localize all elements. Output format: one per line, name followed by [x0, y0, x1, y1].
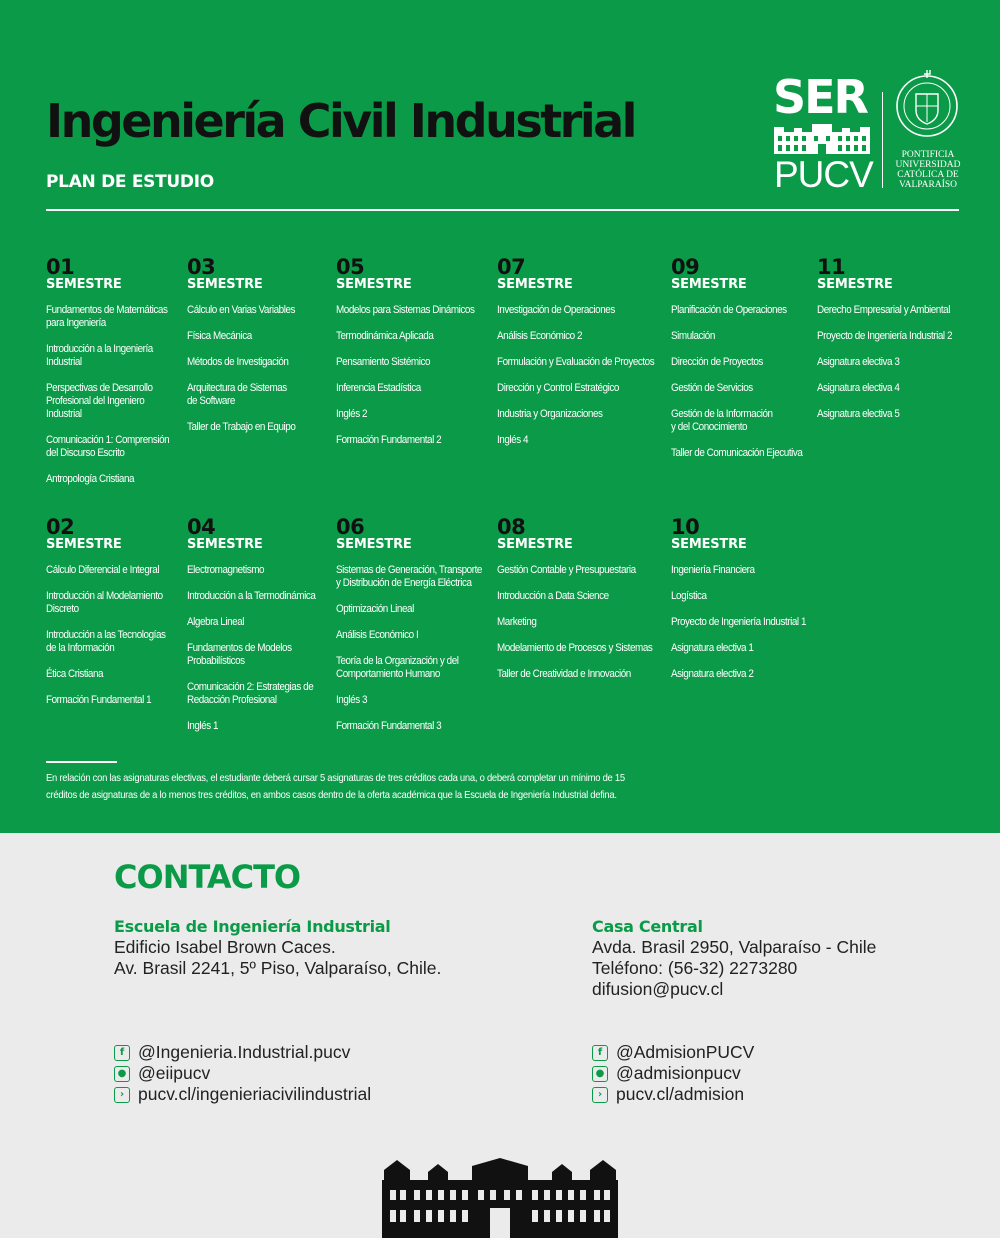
- divider: [46, 209, 959, 211]
- course-item: Logística: [671, 590, 707, 602]
- course-list: [817, 304, 967, 421]
- course-item: Cálculo Diferencial e Integral: [46, 564, 160, 576]
- course-item: Algebra Lineal: [187, 616, 245, 628]
- instagram-icon: ●: [592, 1066, 608, 1082]
- link-icon: ›: [114, 1087, 130, 1103]
- course-item: Asignatura electiva 2: [671, 668, 754, 680]
- course-item: Inglés 4: [497, 434, 529, 446]
- semester-number: 05: [336, 255, 365, 279]
- course-item: Cálculo en Varias Variables: [187, 304, 295, 316]
- school-name: Escuela de Ingeniería Industrial: [114, 917, 391, 936]
- semester-number: 11: [817, 255, 846, 279]
- course-item: Inglés 1: [187, 720, 219, 732]
- electives-note: En relación con las asignaturas electivas, el estudiante deberá cursar 5 asignaturas de tres créditos cada una, o deberá completar un mínimo de 15 créditos de asignaturas de a lo menos tres créditos, en ambos casos dentro de la oferta académica que la Escuela de Ingeniería Industrial defina.: [46, 772, 625, 801]
- school-address-1: Edificio Isabel Brown Caces.: [114, 937, 336, 957]
- central-social: [592, 1042, 754, 1105]
- semester-label: SEMESTRE: [336, 277, 412, 292]
- course-item: Asignatura electiva 3: [817, 356, 900, 368]
- course-list: [46, 304, 183, 486]
- page-title: Ingeniería Civil Industrial: [46, 94, 635, 148]
- semester-09: [671, 257, 817, 473]
- semester-01: [46, 257, 183, 499]
- course-item: Modelos para Sistemas Dinámicos: [336, 304, 475, 316]
- course-item: Proyecto de Ingeniería Industrial 1: [671, 616, 807, 628]
- course-item: Introducción al Modelamiento Discreto: [46, 590, 163, 615]
- course-item: Taller de Creatividad e Innovación: [497, 668, 631, 680]
- course-item: Dirección y Control Estratégico: [497, 382, 619, 394]
- course-item: Investigación de Operaciones: [497, 304, 615, 316]
- instagram-icon: ●: [114, 1066, 130, 1082]
- course-list: [336, 564, 498, 733]
- course-list: [671, 564, 821, 681]
- course-item: Gestión Contable y Presupuestaria: [497, 564, 636, 576]
- course-item: Inglés 3: [336, 694, 368, 706]
- course-item: Fundamentos de Matemáticas para Ingeniería: [46, 304, 168, 329]
- course-item: Formación Fundamental 3: [336, 720, 442, 732]
- semester-04: [187, 517, 330, 746]
- course-item: Formulación y Evaluación de Proyectos: [497, 356, 655, 368]
- course-list: [187, 304, 307, 434]
- semester-label: SEMESTRE: [46, 277, 122, 292]
- course-item: Pensamiento Sistémico: [336, 356, 431, 368]
- course-list: [46, 564, 179, 707]
- semester-number: 01: [46, 255, 75, 279]
- semester-number: 09: [671, 255, 700, 279]
- campus-building-icon: [382, 1158, 618, 1238]
- course-item: Antropología Cristiana: [46, 473, 135, 485]
- course-list: [187, 564, 330, 733]
- course-item: Dirección de Proyectos: [671, 356, 763, 368]
- course-item: Comunicación 1: Comprensión del Discurso Escrito: [46, 434, 170, 459]
- semester-11: [817, 257, 967, 434]
- semester-label: SEMESTRE: [336, 537, 412, 552]
- course-item: Física Mecánica: [187, 330, 252, 342]
- course-item: Gestión de Servicios: [671, 382, 753, 394]
- course-item: Modelamiento de Procesos y Sistemas: [497, 642, 653, 654]
- course-item: Ingeniería Financiera: [671, 564, 755, 576]
- semester-number: 08: [497, 515, 526, 539]
- course-item: Introducción a la Termodinámica: [187, 590, 316, 602]
- semester-label: SEMESTRE: [497, 537, 573, 552]
- central-contact: [592, 916, 876, 1000]
- course-item: Sistemas de Generación, Transporte y Distribución de Energía Eléctrica: [336, 564, 482, 589]
- course-item: Teoría de la Organización y del Comportamiento Humano: [336, 655, 459, 680]
- course-list: [671, 304, 817, 460]
- course-item: Análisis Económico 2: [497, 330, 583, 342]
- course-item: Comunicación 2: Estrategias de Redacción Profesional: [187, 681, 314, 706]
- semester-number: 03: [187, 255, 216, 279]
- course-item: Optimización Lineal: [336, 603, 414, 615]
- course-list: [336, 304, 490, 447]
- facebook-icon: f: [114, 1045, 130, 1061]
- course-list: [497, 564, 670, 681]
- school-address-2: Av. Brasil 2241, 5º Piso, Valparaíso, Chile.: [114, 958, 442, 978]
- school-facebook-link[interactable]: f @Ingenieria.Industrial.pucv: [114, 1042, 371, 1063]
- school-web-link[interactable]: › pucv.cl/ingenieriacivilindustrial: [114, 1084, 371, 1105]
- central-email[interactable]: difusion@pucv.cl: [592, 979, 724, 999]
- semester-08: [497, 517, 670, 694]
- semester-label: SEMESTRE: [497, 277, 573, 292]
- course-item: Introducción a Data Science: [497, 590, 609, 602]
- semester-number: 10: [671, 515, 700, 539]
- semester-06: [336, 517, 498, 746]
- course-item: Fundamentos de Modelos Probabilísticos: [187, 642, 292, 667]
- course-item: Análisis Económico I: [336, 629, 419, 641]
- school-instagram-link[interactable]: ● @eiipucv: [114, 1063, 371, 1084]
- course-item: Industria y Organizaciones: [497, 408, 603, 420]
- semester-07: [497, 257, 672, 460]
- course-item: Taller de Comunicación Ejecutiva: [671, 447, 803, 459]
- course-item: Gestión de la Información y del Conocimiento: [671, 408, 773, 433]
- course-item: Formación Fundamental 2: [336, 434, 442, 446]
- central-name: Casa Central: [592, 917, 703, 936]
- course-item: Proyecto de Ingeniería Industrial 2: [817, 330, 953, 342]
- semester-10: [671, 517, 821, 694]
- semester-05: [336, 257, 490, 460]
- semester-number: 06: [336, 515, 365, 539]
- central-phone: Teléfono: (56-32) 2273280: [592, 958, 798, 978]
- logo-separator: [882, 92, 883, 188]
- course-item: Termodinámica Aplicada: [336, 330, 434, 342]
- central-instagram-link[interactable]: ● @admisionpucv: [592, 1063, 754, 1084]
- course-item: Asignatura electiva 4: [817, 382, 900, 394]
- semester-label: SEMESTRE: [46, 537, 122, 552]
- ser-pucv-logo: [770, 70, 965, 195]
- course-item: Perspectivas de Desarrollo Profesional del Ingeniero Industrial: [46, 382, 153, 420]
- semester-number: 02: [46, 515, 75, 539]
- campus-building-icon: [774, 124, 870, 154]
- course-item: Taller de Trabajo en Equipo: [187, 421, 296, 433]
- semester-label: SEMESTRE: [671, 277, 747, 292]
- course-item: Derecho Empresarial y Ambiental: [817, 304, 950, 316]
- central-address: Avda. Brasil 2950, Valparaíso - Chile: [592, 937, 877, 957]
- semester-label: SEMESTRE: [187, 277, 263, 292]
- semester-label: SEMESTRE: [817, 277, 893, 292]
- school-social: [114, 1042, 371, 1105]
- course-item: Formación Fundamental 1: [46, 694, 152, 706]
- note-divider: [46, 761, 117, 763]
- course-item: Inglés 2: [336, 408, 368, 420]
- course-item: Electromagnetismo: [187, 564, 265, 576]
- semester-label: SEMESTRE: [671, 537, 747, 552]
- semester-number: 07: [497, 255, 526, 279]
- course-item: Marketing: [497, 616, 537, 628]
- course-item: Introducción a las Tecnologías de la Información: [46, 629, 166, 654]
- central-web-link[interactable]: › pucv.cl/admision: [592, 1084, 754, 1105]
- semester-03: [187, 257, 307, 447]
- course-item: Arquitectura de Sistemas de Software: [187, 382, 287, 407]
- semester-number: 04: [187, 515, 216, 539]
- university-name: PONTIFICIA UNIVERSIDAD CATÓLICA DE VALPARAÍSO: [895, 150, 961, 190]
- course-item: Asignatura electiva 1: [671, 642, 754, 654]
- course-item: Introducción a la Ingeniería Industrial: [46, 343, 153, 368]
- facebook-icon: f: [592, 1045, 608, 1061]
- course-item: Inferencia Estadística: [336, 382, 421, 394]
- central-facebook-link[interactable]: f @AdmisionPUCV: [592, 1042, 754, 1063]
- course-item: Simulación: [671, 330, 715, 342]
- link-icon: ›: [592, 1087, 608, 1103]
- course-item: Asignatura electiva 5: [817, 408, 900, 420]
- logo-ser: SER: [773, 70, 867, 124]
- course-item: Ética Cristiana: [46, 668, 104, 680]
- semester-label: SEMESTRE: [187, 537, 263, 552]
- course-item: Métodos de Investigación: [187, 356, 289, 368]
- contact-title: CONTACTO: [114, 858, 301, 896]
- course-item: Planificación de Operaciones: [671, 304, 787, 316]
- course-list: [497, 304, 672, 447]
- semester-02: [46, 517, 179, 720]
- logo-pucv: PUCV: [774, 154, 873, 195]
- university-seal-icon: [894, 70, 960, 142]
- school-contact: [114, 916, 441, 979]
- page-subtitle: PLAN DE ESTUDIO: [46, 172, 214, 192]
